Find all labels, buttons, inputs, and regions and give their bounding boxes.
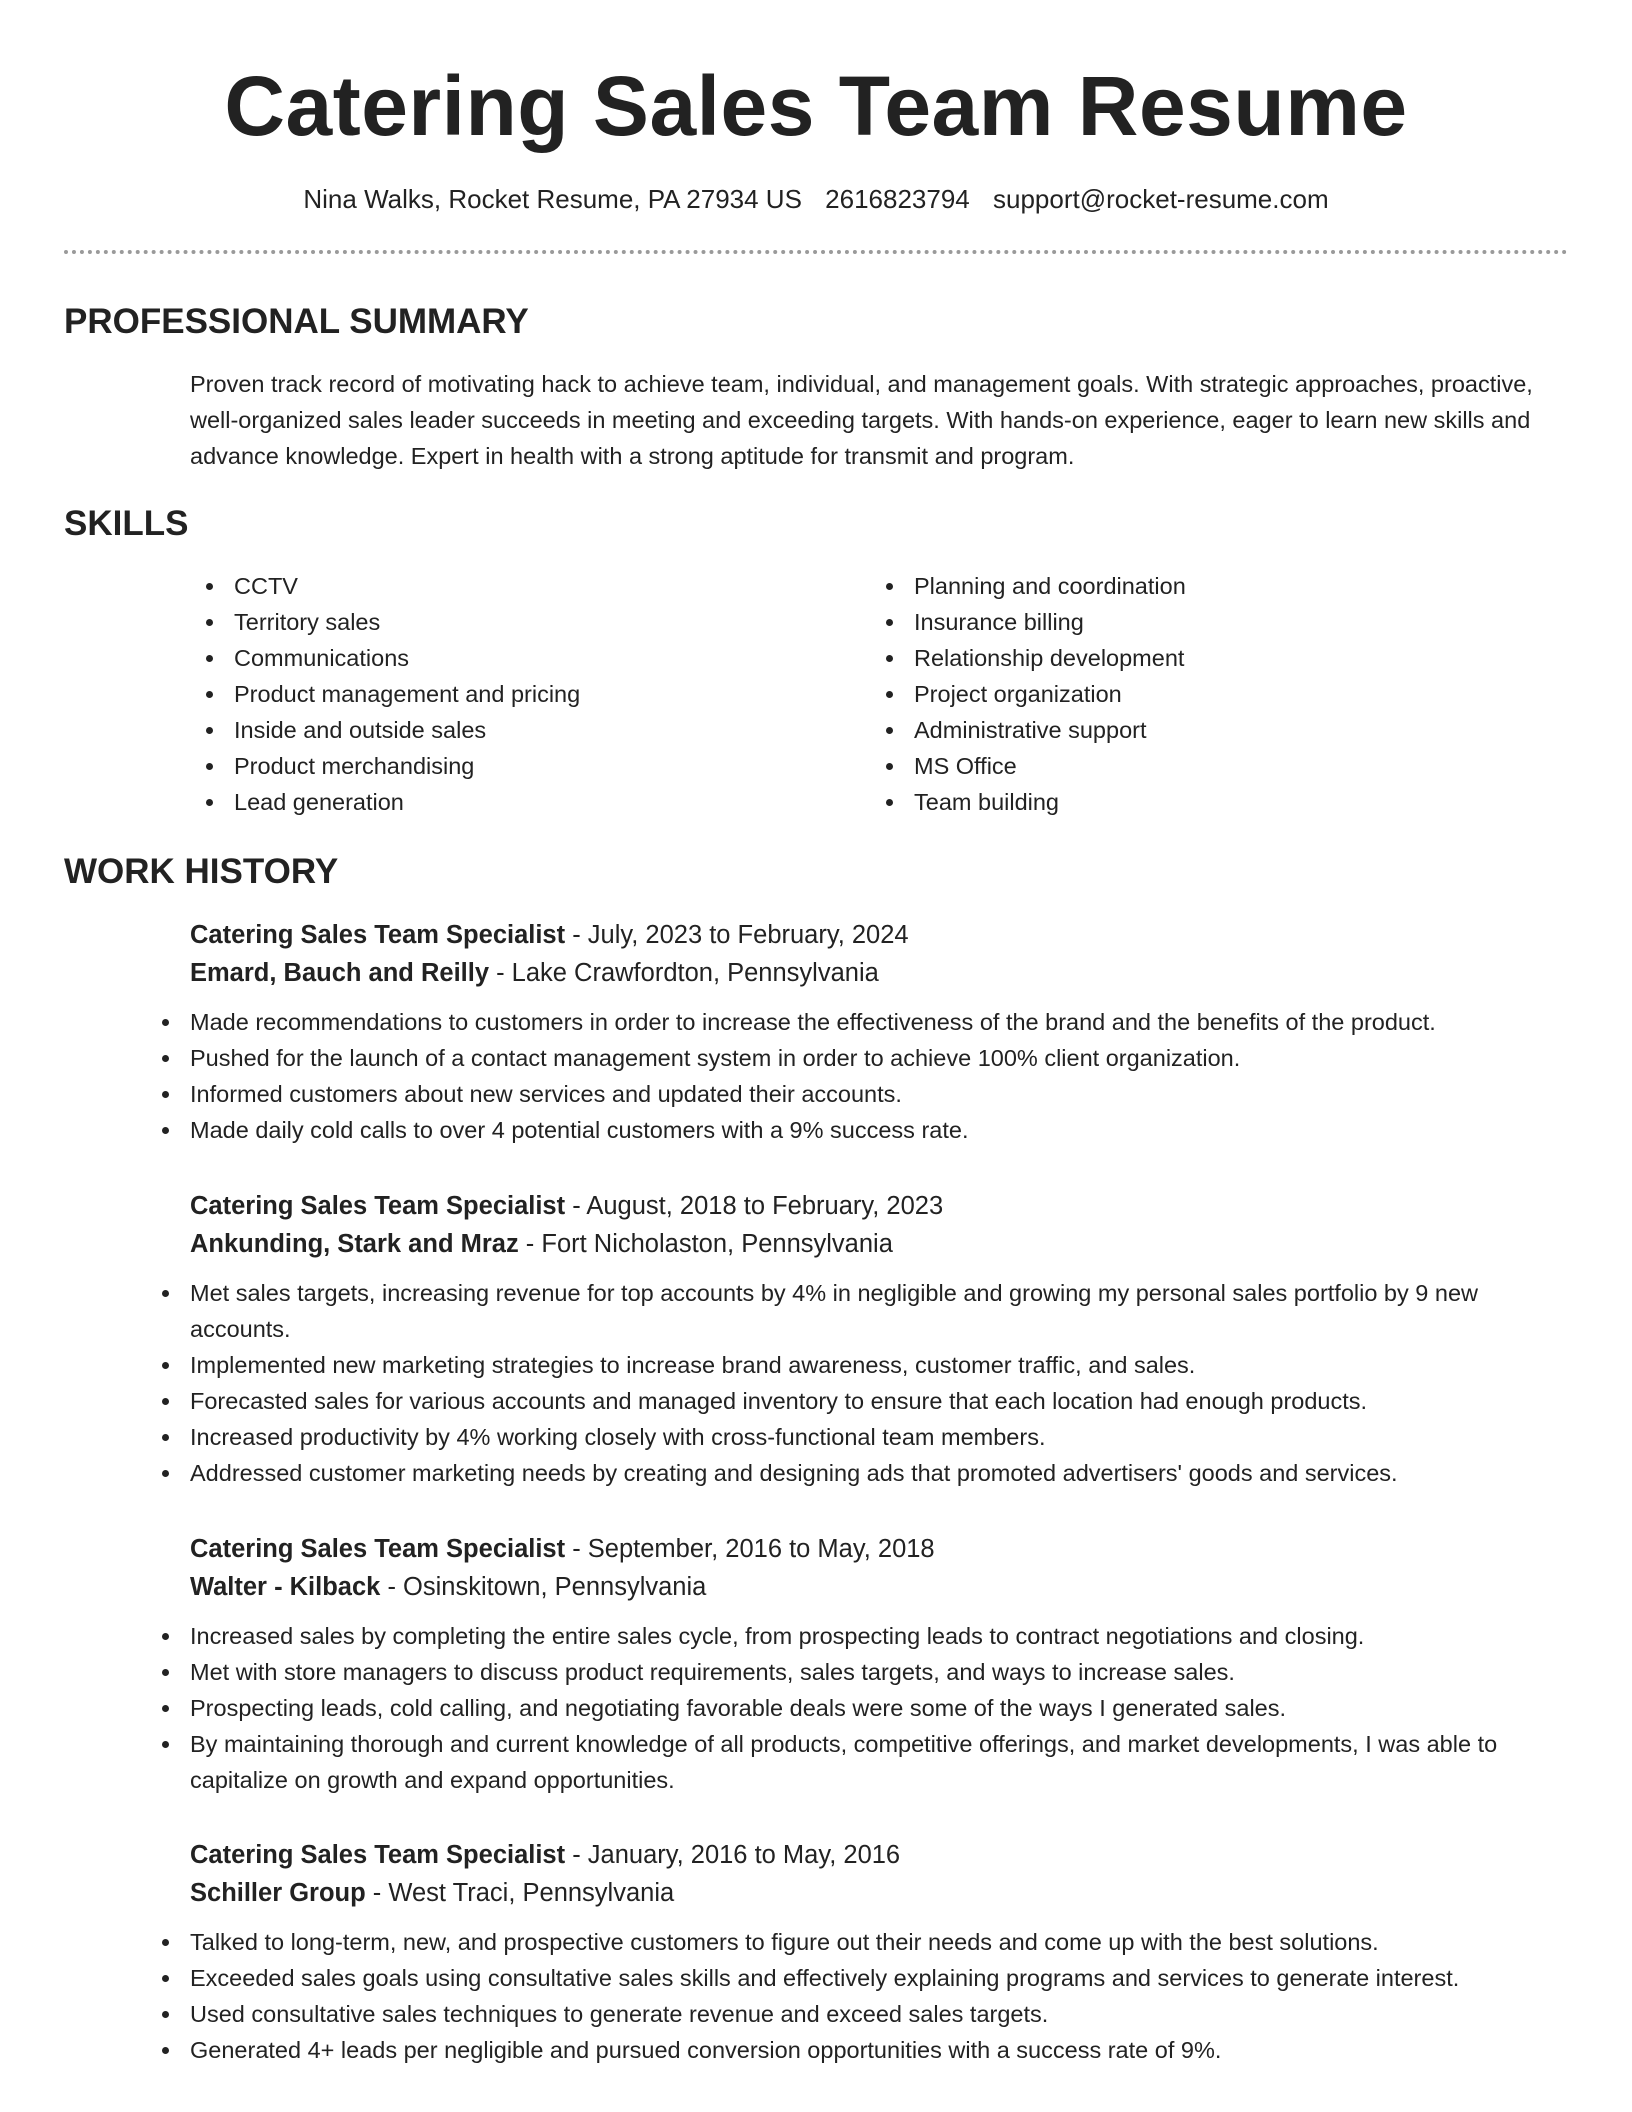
skill-item: Project organization xyxy=(870,676,1530,712)
skill-item: Lead generation xyxy=(190,784,850,820)
skill-item: Product merchandising xyxy=(190,748,850,784)
skill-item: Team building xyxy=(870,784,1530,820)
job-location: - Fort Nicholaston, Pennsylvania xyxy=(518,1230,893,1258)
skills-list-left xyxy=(190,568,850,820)
job-dates: - August, 2018 to February, 2023 xyxy=(565,1192,944,1220)
job-bullet: Met sales targets, increasing revenue for top accounts by 4% in negligible and growing my personal sales portfolio by 9 new accounts. xyxy=(146,1275,1568,1347)
contact-address: Nina Walks, Rocket Resume, PA 27934 US xyxy=(303,184,802,214)
job-dates: - July, 2023 to February, 2024 xyxy=(565,921,909,949)
work-history-heading: WORK HISTORY xyxy=(64,852,339,891)
skill-item: MS Office xyxy=(870,748,1530,784)
job-bullets xyxy=(146,1618,1568,1798)
job-company: Schiller Group xyxy=(190,1879,366,1907)
skill-item: Administrative support xyxy=(870,712,1530,748)
job-location: - West Traci, Pennsylvania xyxy=(365,1879,675,1907)
job-entry xyxy=(190,1530,1568,1798)
header-divider xyxy=(64,250,1568,254)
skill-item: Planning and coordination xyxy=(870,568,1530,604)
skill-item: Territory sales xyxy=(190,604,850,640)
summary-text: Proven track record of motivating hack to achieve team, individual, and management goals. With strategic approaches, proactive, well-organized sales leader succeeds in meeting and exceeding targets. With hands-on experience, eager to learn new skills and advance knowledge. Expert in health with a strong aptitude for transmit and program. xyxy=(190,371,1533,469)
resume-title: Catering Sales Team Resume xyxy=(224,59,1408,153)
job-company-line xyxy=(190,954,1568,992)
job-company-line xyxy=(190,1874,1568,1912)
job-title: Catering Sales Team Specialist xyxy=(190,1535,566,1563)
job-bullet: Forecasted sales for various accounts and managed inventory to ensure that each location had enough products. xyxy=(146,1383,1568,1419)
job-title: Catering Sales Team Specialist xyxy=(190,1841,566,1869)
job-company: Emard, Bauch and Reilly xyxy=(190,959,490,987)
job-bullet: Pushed for the launch of a contact management system in order to achieve 100% client organization. xyxy=(146,1040,1568,1076)
job-bullet: Met with store managers to discuss product requirements, sales targets, and ways to increase sales. xyxy=(146,1654,1568,1690)
skills-heading: SKILLS xyxy=(64,504,189,543)
skill-item: Product management and pricing xyxy=(190,676,850,712)
job-dates: - January, 2016 to May, 2016 xyxy=(565,1841,901,1869)
job-company: Ankunding, Stark and Mraz xyxy=(190,1230,519,1258)
skill-item: Inside and outside sales xyxy=(190,712,850,748)
contact-line xyxy=(0,182,1632,216)
job-title: Catering Sales Team Specialist xyxy=(190,921,566,949)
job-entry xyxy=(190,916,1568,1148)
skill-item: Insurance billing xyxy=(870,604,1530,640)
job-dates: - September, 2016 to May, 2018 xyxy=(565,1535,935,1563)
job-bullet: Increased productivity by 4% working closely with cross-functional team members. xyxy=(146,1419,1568,1455)
job-entry xyxy=(190,1187,1568,1491)
job-bullet: Made recommendations to customers in order to increase the effectiveness of the brand and the benefits of the product. xyxy=(146,1004,1568,1040)
job-location: - Lake Crawfordton, Pennsylvania xyxy=(489,959,879,987)
job-bullet: Talked to long-term, new, and prospective customers to figure out their needs and come up with the best solutions. xyxy=(146,1924,1568,1960)
job-bullet: Used consultative sales techniques to generate revenue and exceed sales targets. xyxy=(146,1996,1568,2032)
job-bullet: Exceeded sales goals using consultative sales skills and effectively explaining programs and services to generate interest. xyxy=(146,1960,1568,1996)
skill-item: Relationship development xyxy=(870,640,1530,676)
summary-heading: PROFESSIONAL SUMMARY xyxy=(64,302,529,341)
job-title-line xyxy=(190,916,1568,954)
job-bullets xyxy=(146,1004,1568,1148)
job-title: Catering Sales Team Specialist xyxy=(190,1192,566,1220)
job-title-line xyxy=(190,1530,1568,1568)
job-bullet: By maintaining thorough and current knowledge of all products, competitive offerings, and market developments, I was able to capitalize on growth and expand opportunities. xyxy=(146,1726,1568,1798)
job-bullets xyxy=(146,1275,1568,1491)
job-location: - Osinskitown, Pennsylvania xyxy=(380,1573,707,1601)
job-bullet: Informed customers about new services and updated their accounts. xyxy=(146,1076,1568,1112)
contact-phone: 2616823794 xyxy=(825,184,970,214)
job-company-line xyxy=(190,1568,1568,1606)
job-bullet: Made daily cold calls to over 4 potential customers with a 9% success rate. xyxy=(146,1112,1568,1148)
skill-item: Communications xyxy=(190,640,850,676)
skills-list-right xyxy=(870,568,1530,820)
job-bullet: Addressed customer marketing needs by creating and designing ads that promoted advertisers' goods and services. xyxy=(146,1455,1568,1491)
job-bullet: Implemented new marketing strategies to increase brand awareness, customer traffic, and sales. xyxy=(146,1347,1568,1383)
job-bullet: Generated 4+ leads per negligible and pursued conversion opportunities with a success rate of 9%. xyxy=(146,2032,1568,2068)
job-bullet: Prospecting leads, cold calling, and negotiating favorable deals were some of the ways I generated sales. xyxy=(146,1690,1568,1726)
skill-item: CCTV xyxy=(190,568,850,604)
job-entry xyxy=(190,1836,1568,2068)
job-company: Walter - Kilback xyxy=(190,1573,381,1601)
job-bullet: Increased sales by completing the entire sales cycle, from prospecting leads to contract negotiations and closing. xyxy=(146,1618,1568,1654)
job-title-line xyxy=(190,1836,1568,1874)
contact-email: support@rocket-resume.com xyxy=(993,184,1329,214)
job-company-line xyxy=(190,1225,1568,1263)
job-bullets xyxy=(146,1924,1568,2068)
job-title-line xyxy=(190,1187,1568,1225)
